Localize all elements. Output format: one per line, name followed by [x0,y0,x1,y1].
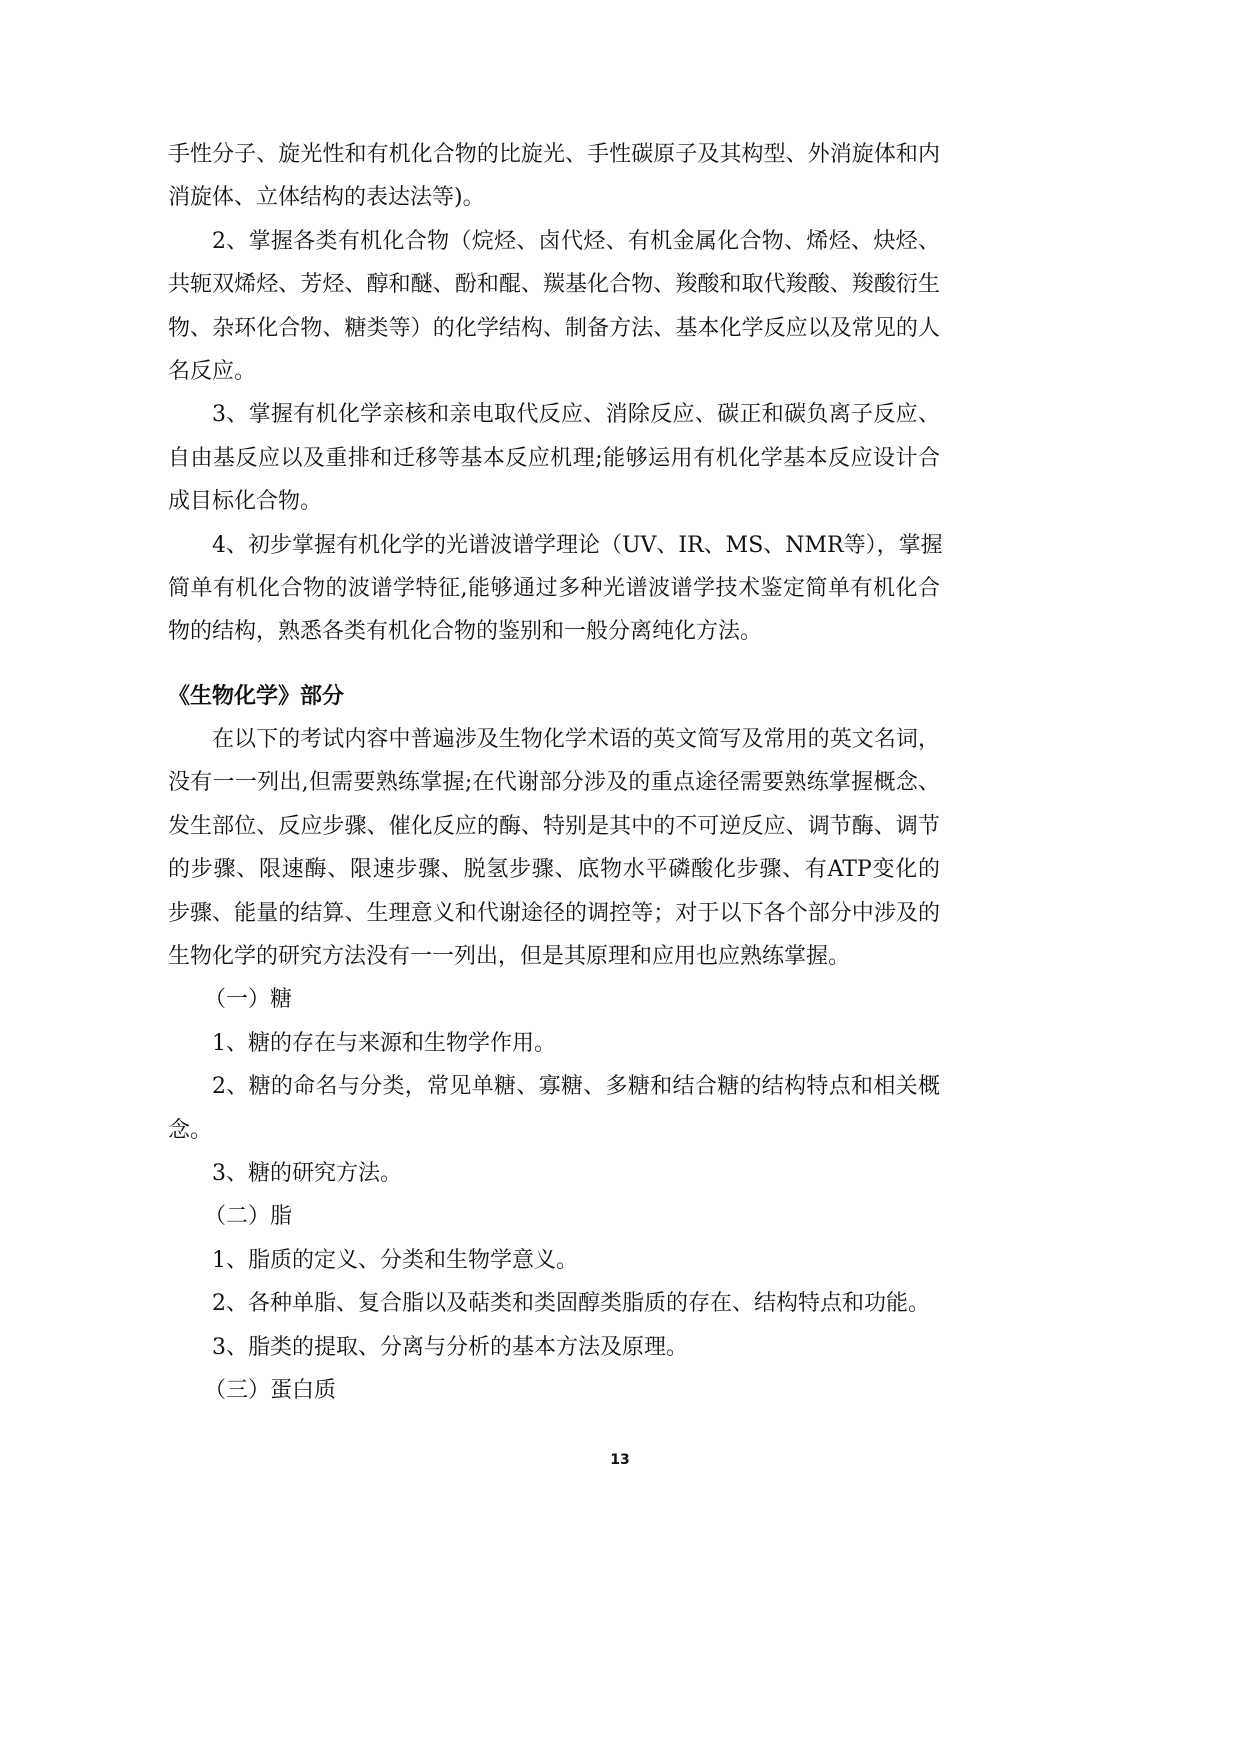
text-line: 3、掌握有机化学亲核和亲电取代反应、消除反应、碳正和碳负离子反应、 [212,402,940,428]
paragraph [168,133,940,220]
paragraph [168,718,940,978]
text-line: 3、脂类的提取、分离与分析的基本方法及原理。 [212,1334,688,1360]
text-line: 生物化学的研究方法没有一一列出，但是其原理和应用也应熟练掌握。 [168,944,851,970]
text-line: 成目标化合物。 [168,489,323,515]
text-line: 2、各种单脂、复合脂以及萜类和类固醇类脂质的存在、结构特点和功能。 [212,1291,930,1317]
paragraph [168,220,940,394]
text-line: 3、糖的研究方法。 [212,1161,402,1186]
text-line: 简单有机化合物的波谱学特征,能够通过多种光谱波谱学技术鉴定简单有机化合 [168,575,940,601]
text-line: 自由基反应以及重排和迁移等基本反应机理;能够运用有机化学基本反应设计合 [168,445,940,471]
text-line: 共轭双烯烃、芳烃、醇和醚、酚和醌、羰基化合物、羧酸和取代羧酸、羧酸衍生 [168,272,940,298]
paragraph [168,1022,940,1065]
subsection-title [168,1369,940,1412]
paragraph [168,1065,940,1152]
text-line: 步骤、能量的结算、生理意义和代谢途径的调控等；对于以下各个部分中涉及的 [168,900,940,926]
text-line: 发生部位、反应步骤、催化反应的酶、特别是其中的不可逆反应、调节酶、调节 [168,813,940,839]
text-line: 2、糖的命名与分类，常见单糖、寡糖、多糖和结合糖的结构特点和相关概 [212,1074,940,1100]
subsection-title [168,978,940,1021]
paragraph [168,1152,940,1195]
text-line: （三）蛋白质 [204,1377,337,1403]
text-line: 物、杂环化合物、糖类等）的化学结构、制备方法、基本化学反应以及常见的人 [168,315,940,341]
text-line: 1、脂质的定义、分类和生物学意义。 [212,1247,578,1273]
paragraph [168,1282,940,1325]
text-line: 4、初步掌握有机化学的光谱波谱学理论（UV、IR、MS、NMR等），掌握 [212,532,943,558]
text-line: 在以下的考试内容中普遍涉及生物化学术语的英文简写及常用的英文名词， [212,727,940,753]
paragraph [168,524,943,654]
text-line: 消旋体、立体结构的表达法等)。 [168,185,485,211]
section-heading: 《生物化学》部分 [168,683,345,709]
text-line: 2、掌握各类有机化合物（烷烃、卤代烃、有机金属化合物、烯烃、炔烃、 [212,228,940,254]
text-line: 没有一一列出,但需要熟练掌握;在代谢部分涉及的重点途径需要熟练掌握概念、 [168,770,940,796]
paragraph [168,1239,940,1282]
paragraph [168,1326,940,1369]
text-line: 1、糖的存在与来源和生物学作用。 [212,1030,556,1056]
subsection-title [168,1195,940,1238]
text-line: （一）糖 [204,987,293,1013]
paragraph [168,393,940,523]
text-line: 念。 [168,1117,213,1143]
text-line: 物的结构，熟悉各类有机化合物的鉴别和一般分离纯化方法。 [168,619,763,645]
text-line: 手性分子、旋光性和有机化合物的比旋光、手性碳原子及其构型、外消旋体和内 [168,142,940,167]
text-line: （二）脂 [204,1204,293,1230]
document-body [168,133,943,1412]
text-line: 的步骤、限速酶、限速步骤、脱氢步骤、底物水平磷酸化步骤、有ATP变化的 [168,857,940,883]
page-number: 13 [610,1452,630,1468]
text-line: 名反应。 [168,358,257,384]
